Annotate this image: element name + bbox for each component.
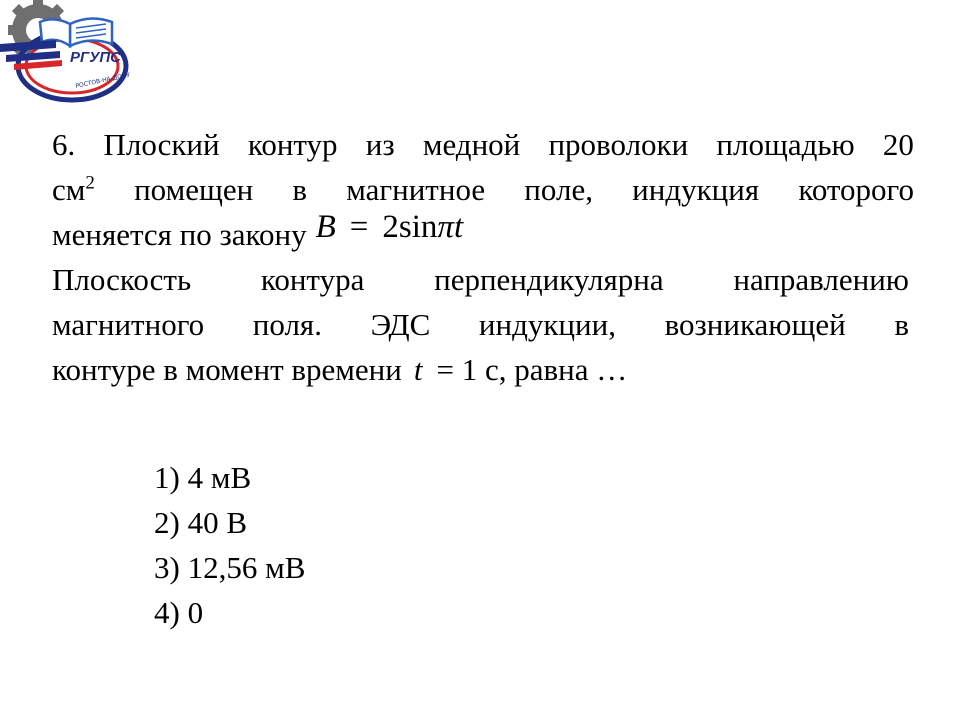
induction-formula: B = 2sinπt [315,209,464,245]
answer-option-1[interactable]: 1) 4 мВ [154,460,252,495]
problem-statement [52,122,914,392]
problem-line-2: $см^2$ помещен в магнитное поле, индукция которого [52,167,914,212]
rgups-emblem-icon [0,0,140,112]
logo-text: РГУПС [70,49,121,66]
unit-cm2: $см^2$ [52,172,95,207]
problem-line-1: 6. Плоский контур из медной проволоки площадью 20 [52,127,914,162]
answer-option-2[interactable]: 2) 40 В [154,505,247,540]
problem-line-3: меняется по закону B = 2sinπt [52,212,914,257]
time-variable: t [413,352,423,387]
university-logo [0,0,140,112]
answer-option-4[interactable]: 4) 0 [154,595,204,630]
problem-line-6: контуре в момент времени t = 1 с, равна … [52,347,914,392]
answer-option-3[interactable]: 3) 12,56 мВ [154,550,306,585]
problem-line-5: магнитного поля. ЭДС индукции, возникающей в [52,307,909,342]
problem-line-4: Плоскость контура перпендикулярна направлению [52,262,909,297]
rail-stripes [0,40,62,70]
logo-ring-text: РОСТОВ-НА-ДОНУ [74,71,131,90]
answer-options [154,455,305,635]
